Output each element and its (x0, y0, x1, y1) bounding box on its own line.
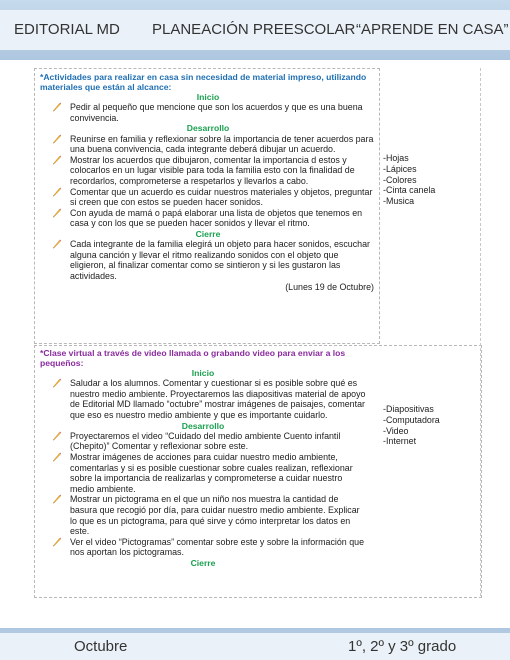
list-item-text: Comentar que un acuerdo es cuidar nuestros materiales y objetos, preguntar si creen que con estos se pueden hacer sonidos. (70, 186, 373, 208)
phase-label-cierre: Cierre (195, 228, 221, 239)
list-item (40, 494, 366, 536)
material-item: -Colores (383, 174, 417, 185)
materials-list (383, 153, 435, 207)
materials-list (383, 404, 440, 447)
list-item (40, 134, 376, 155)
phase-label-inicio: Inicio (196, 92, 220, 102)
section-title: *Clase virtual a través de video llamada o grabando video para enviar a los pequeños: (40, 348, 346, 368)
section-home-activities (40, 72, 376, 292)
list-item-text: Pedir al pequeño que mencione que son los acuerdos y que es una buena convivencia. (70, 102, 363, 123)
material-item: -Cinta canela (383, 185, 436, 196)
activity-date: (Lunes 19 de Octubre) (285, 281, 374, 292)
list-item (40, 187, 376, 208)
list-item (40, 431, 366, 452)
material-item: -Musica (383, 196, 415, 207)
list-item (40, 155, 376, 187)
list-item (40, 239, 376, 281)
list-item-text: Cada integrante de la familia elegirá un objeto para hacer sonidos, escuchar alguna canción y llevar el ritmo realizando sonidos con el objeto que eligieron, al finalizar comentar como se sintieron y si les gustaron las actividades. (70, 239, 370, 281)
phase-label-desarrollo: Desarrollo (181, 420, 225, 431)
material-item: -Video (383, 425, 409, 436)
list-item-text: Ver el video “Pictogramas” comentar sobre este y sobre la información que nos aportan los pictogramas. (70, 536, 365, 558)
activity-list (40, 239, 376, 281)
pencil-icon (52, 155, 62, 165)
section-virtual-class (40, 348, 366, 568)
list-item (40, 208, 376, 229)
list-item-text: Mostrar un pictograma en el que un niño nos muestra la cantidad de basura que recogió por día, para cuidar nuestro medio ambiente. Explicar lo que es un pictograma, para qué sirve y cómo interpretar los datos en este. (70, 494, 360, 537)
list-item-text: Mostrar imágenes de acciones para cuidar nuestro medio ambiente, comentarlas y si es posible cuestionar sobre cuales realizan, reflexionar sobre la importancia de realizarlas y comprometerse a cuidar nuestro medio ambiente. (70, 451, 353, 494)
material-item: -Diapositivas (383, 404, 434, 414)
phase-label-inicio: Inicio (191, 368, 215, 378)
activity-list (40, 378, 366, 420)
activity-list (40, 102, 376, 123)
pencil-icon (52, 208, 62, 218)
list-item (40, 378, 366, 420)
pencil-icon (52, 102, 62, 112)
list-item-text: Mostrar los acuerdos que dibujaron, comentar la importancia d estos y colocarlos en un lugar visible para toda la familia esto con la finalidad de recordarlos, comprometerse a respetarlos y llevarlos a cabo. (70, 154, 355, 186)
pencil-icon (52, 378, 62, 388)
phase-label-desarrollo: Desarrollo (186, 123, 230, 134)
list-item-text: Con ayuda de mamá o papá elaborar una lista de objetos que tenemos en casa y con los que se pueden hacer sonidos y llevar el ritmo. (70, 207, 363, 229)
header-program: “APRENDE EN CASA” (356, 21, 509, 38)
pencil-icon (52, 187, 62, 197)
pencil-icon (52, 537, 62, 547)
material-item: -Computadora (383, 414, 440, 425)
list-item (40, 452, 366, 494)
header-publisher: EDITORIAL MD (14, 21, 120, 38)
activity-list (40, 431, 366, 558)
list-item (40, 102, 376, 123)
list-item-text: Saludar a los alumnos. Comentar y cuestionar si es posible sobre qué es nuestro medio ambiente. Proyectaremos las diapositivas material de apoyo de Editorial MD llamado “octubre” mostrar imágenes de paisajes, comentar que eso es nuestro medio ambiente y que es importante cuidarlo. (70, 378, 366, 420)
footer-month: Octubre (74, 638, 128, 655)
list-item-text: Reunirse en familia y reflexionar sobre la importancia de tener acuerdos para una buena convivencia, cada integrante deberá dibujar un acuerdo. (70, 133, 374, 155)
footer-grades: 1º, 2º y 3º grado (348, 638, 457, 655)
material-item: -Lápices (383, 163, 417, 174)
list-item-text: Proyectaremos el video “Cuidado del medio ambiente Cuento infantil (Chepito)” Comentar y reflexionar sobre este. (70, 430, 341, 452)
pencil-icon (52, 452, 62, 462)
list-item (40, 537, 366, 558)
phase-label-cierre: Cierre (190, 557, 216, 568)
right-margin-line (480, 68, 481, 596)
section-title: *Actividades para realizar en casa sin necesidad de material impreso, utilizando materiales que están al alcance: (40, 72, 367, 92)
pencil-icon (52, 134, 62, 144)
activity-list (40, 134, 376, 229)
pencil-icon (52, 494, 62, 504)
pencil-icon (52, 239, 62, 249)
material-item: -Hojas (383, 153, 409, 163)
header-document-type: PLANEACIÓN PREESCOLAR (152, 21, 356, 38)
material-item: -Internet (383, 436, 417, 447)
pencil-icon (52, 431, 62, 441)
